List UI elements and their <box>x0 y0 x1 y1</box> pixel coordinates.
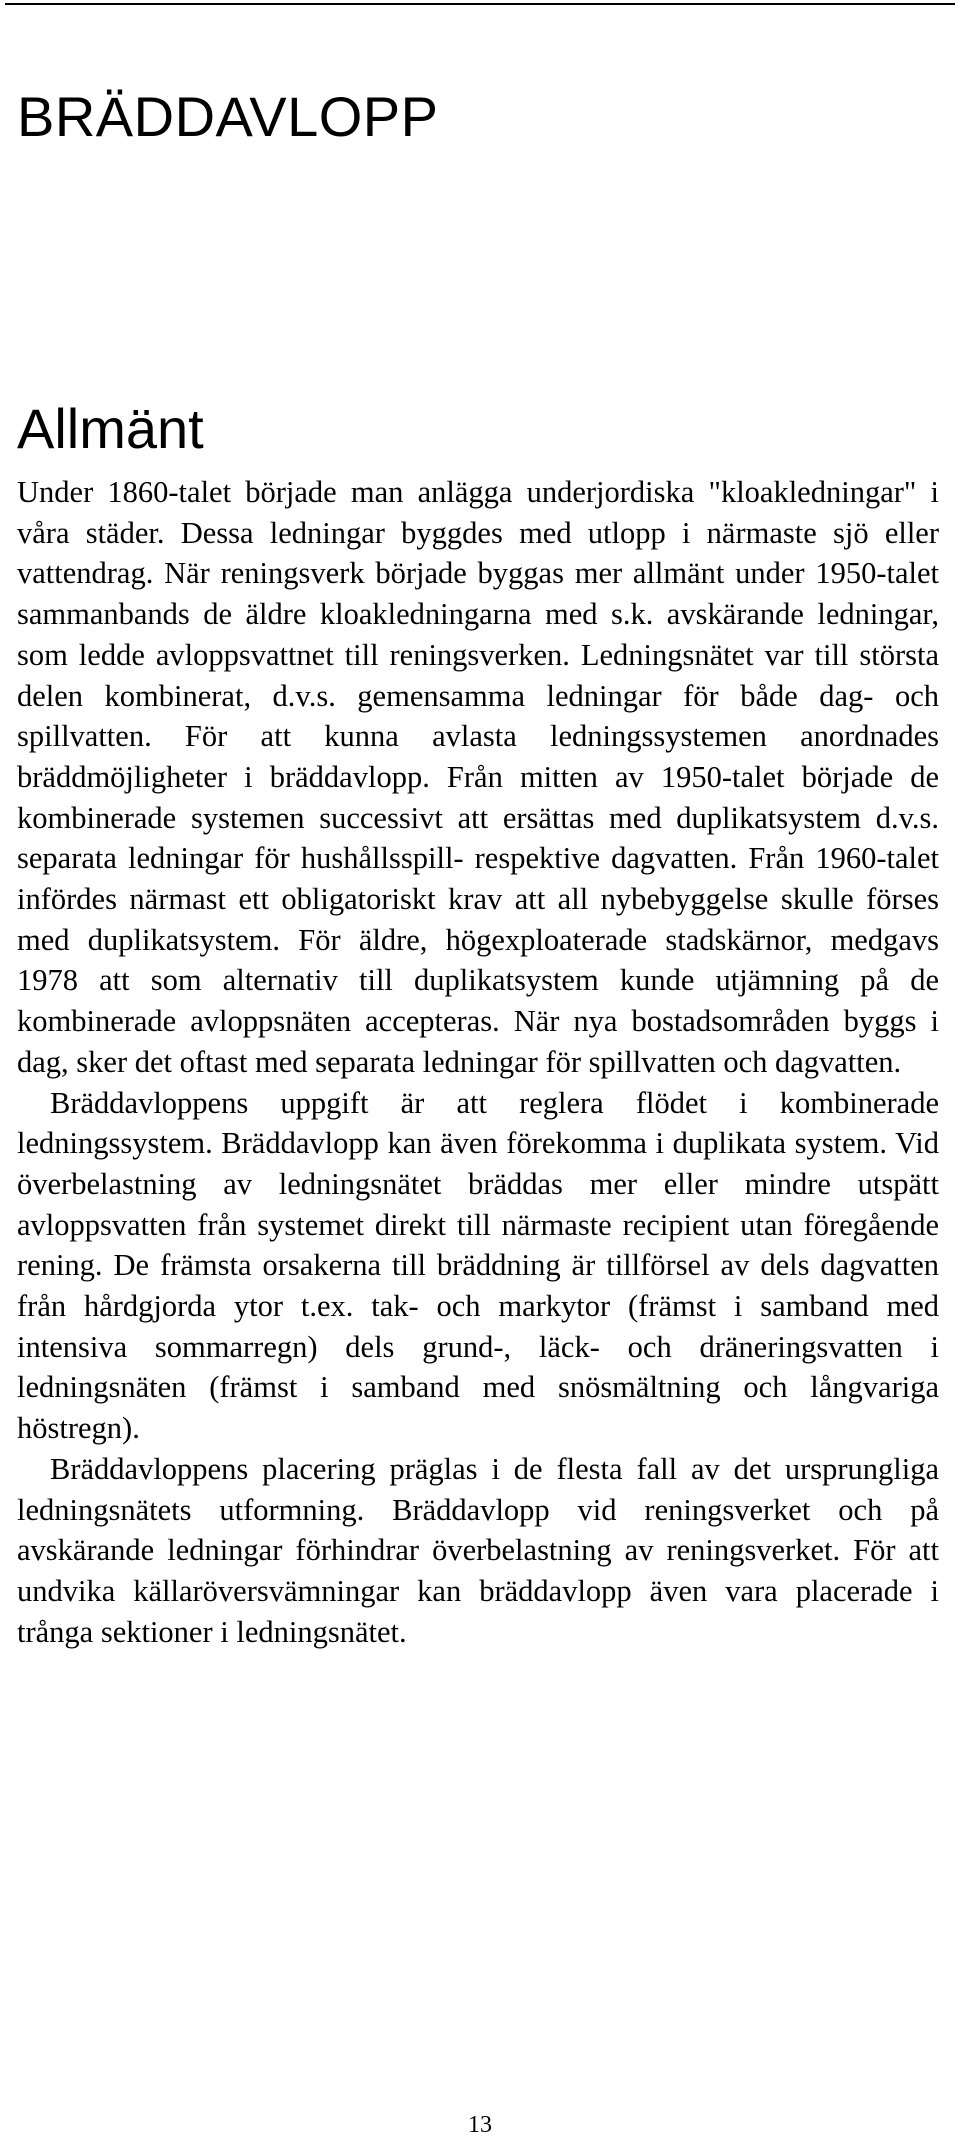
top-rule <box>5 3 955 5</box>
paragraph-purpose: Bräddavloppens uppgift är att reglera flödet i kombinerade ledningssystem. Bräddavlopp kan även förekomma i duplikata system. Vid överbelastning av ledningsnätet bräddas mer eller mindre utspätt avloppsvatten från systemet direkt till närmaste recipient utan föregående rening. De främsta orsakerna till bräddning är tillförsel av dels dagvatten från hårdgjorda ytor t.ex. tak- och markytor (främst i samband med intensiva sommarregn) dels grund-, läck- och dräneringsvatten i ledningsnäten (främst i samband med snösmältning och långvariga höstregn). <box>17 1085 939 1446</box>
paragraph-placement: Bräddavloppens placering präglas i de flesta fall av det ursprungliga ledningsnätets utformning. Bräddavlopp vid reningsverket och på avskärande ledningar förhindrar överbelastning av reningsverket. För att undvika källaröversvämningar kan bräddavlopp även vara placerade i trånga sektioner i ledningsnätet. <box>17 1451 939 1649</box>
document-title: BRÄDDAVLOPP <box>17 85 439 148</box>
page-number: 13 <box>468 2112 492 2138</box>
section-heading: Allmänt <box>17 397 204 460</box>
body-text <box>17 472 939 1652</box>
paragraph-history: Under 1860-talet började man anlägga underjordiska "kloakledningar" i våra städer. Dessa ledningar byggdes med utlopp i närmaste sjö eller vattendrag. När reningsverk började byggas mer allmänt under 1950-talet sammanbands de äldre kloakledningarna med s.k. avskärande ledningar, som ledde avloppsvattnet till reningsverken. Ledningsnätet var till största delen kombinerat, d.v.s. gemensamma ledningar för både dag- och spillvatten. För att kunna avlasta ledningssystemen anordnades bräddmöjligheter i bräddavlopp. Från mitten av 1950-talet började de kombinerade systemen successivt att ersättas med duplikatsystem d.v.s. separata ledningar för hushållsspill- respektive dagvatten. Från 1960-talet infördes närmast ett obligatoriskt krav att all nybebyggelse skulle förses med duplikatsystem. För äldre, högexploaterade stadskärnor, medgavs 1978 att som alternativ till duplikatsystem kunde utjämning på de kombinerade avloppsnäten accepteras. När nya bostadsområden byggs i dag, sker det oftast med separata ledningar för spillvatten och dagvatten. <box>17 475 939 1079</box>
